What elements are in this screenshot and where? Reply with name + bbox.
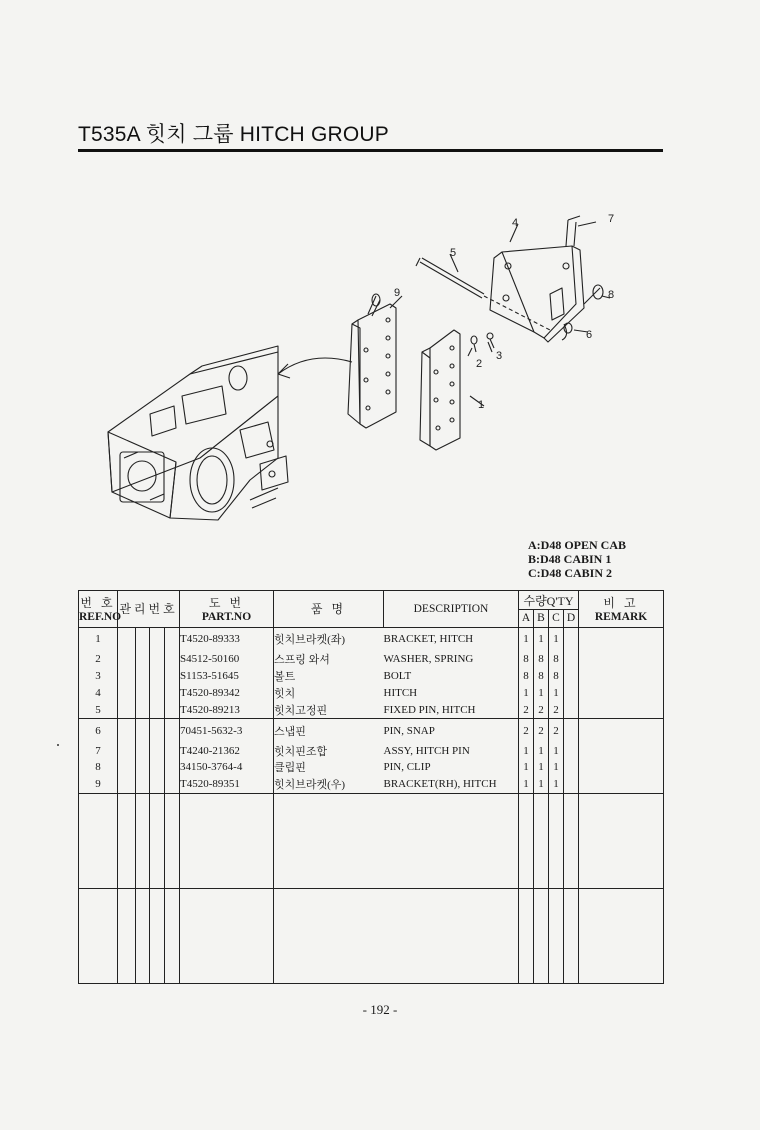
mgmt-cell bbox=[150, 651, 165, 668]
description-cell: BOLT bbox=[384, 668, 519, 685]
description-cell: WASHER, SPRING bbox=[384, 651, 519, 668]
qty-a-cell: 8 bbox=[519, 651, 534, 668]
callout-4: 4 bbox=[512, 217, 519, 229]
legend-c: C:D48 CABIN 2 bbox=[528, 566, 612, 580]
header-name-ko: 품 명 bbox=[274, 591, 384, 628]
qty-b-cell: 8 bbox=[534, 651, 549, 668]
remark-cell bbox=[579, 627, 664, 650]
part-no-cell: T4240-21362 bbox=[180, 742, 274, 759]
qty-d-cell bbox=[564, 742, 579, 759]
remark-cell bbox=[579, 701, 664, 718]
header-description: DESCRIPTION bbox=[384, 591, 519, 628]
part-no-cell: 34150-3764-4 bbox=[180, 759, 274, 776]
ref-cell: 2 bbox=[79, 651, 118, 668]
mgmt-cell bbox=[118, 668, 136, 685]
table-row bbox=[79, 776, 664, 793]
qty-c-cell: 1 bbox=[549, 776, 564, 793]
remark-cell bbox=[579, 668, 664, 685]
table-row bbox=[79, 627, 664, 650]
part-no-cell: T4520-89342 bbox=[180, 684, 274, 701]
qty-d-cell bbox=[564, 776, 579, 793]
qty-d-cell bbox=[564, 759, 579, 776]
callout-5: 5 bbox=[450, 247, 457, 259]
bracket-lh-drawing bbox=[420, 330, 460, 450]
name-ko-cell: 힛치브라켓(좌) bbox=[274, 627, 384, 650]
part-no-cell: S4512-50160 bbox=[180, 651, 274, 668]
remark-cell bbox=[579, 684, 664, 701]
mgmt-cell bbox=[165, 701, 180, 718]
mgmt-cell bbox=[150, 668, 165, 685]
description-cell: BRACKET(RH), HITCH bbox=[384, 776, 519, 793]
table-row bbox=[79, 701, 664, 718]
qty-d-cell bbox=[564, 627, 579, 650]
qty-d-cell bbox=[564, 651, 579, 668]
remark-cell bbox=[579, 759, 664, 776]
mgmt-cell bbox=[150, 742, 165, 759]
mgmt-cell bbox=[150, 776, 165, 793]
ref-cell: 1 bbox=[79, 627, 118, 650]
table-row bbox=[79, 668, 664, 685]
mgmt-cell bbox=[136, 776, 150, 793]
mgmt-cell bbox=[118, 627, 136, 650]
header-mgmt-no: 관리번호 bbox=[118, 591, 180, 628]
mgmt-cell bbox=[150, 719, 165, 742]
qty-c-cell: 8 bbox=[549, 668, 564, 685]
assembly-arrow bbox=[278, 358, 352, 374]
mgmt-cell bbox=[165, 719, 180, 742]
mgmt-cell bbox=[165, 627, 180, 650]
qty-b-cell: 1 bbox=[534, 759, 549, 776]
ref-cell: 3 bbox=[79, 668, 118, 685]
title-underline bbox=[78, 149, 663, 152]
blank-row bbox=[79, 888, 664, 983]
name-ko-cell: 힛치핀조합 bbox=[274, 742, 384, 759]
description-cell: HITCH bbox=[384, 684, 519, 701]
mgmt-cell bbox=[136, 759, 150, 776]
table-row bbox=[79, 651, 664, 668]
qty-c-cell: 8 bbox=[549, 651, 564, 668]
scan-speck bbox=[57, 744, 59, 746]
callout-7: 7 bbox=[608, 213, 615, 225]
mgmt-cell bbox=[136, 742, 150, 759]
qty-d-cell bbox=[564, 684, 579, 701]
qty-c-cell: 2 bbox=[549, 719, 564, 742]
qty-a-cell: 1 bbox=[519, 684, 534, 701]
clip-pin-drawing bbox=[584, 285, 603, 304]
part-no-cell: T4520-89333 bbox=[180, 627, 274, 650]
header-qty-a: A bbox=[519, 610, 534, 628]
description-cell: ASSY, HITCH PIN bbox=[384, 742, 519, 759]
mgmt-cell bbox=[118, 719, 136, 742]
mgmt-cell bbox=[165, 759, 180, 776]
name-ko-cell: 볼트 bbox=[274, 668, 384, 685]
ref-cell: 4 bbox=[79, 684, 118, 701]
qty-b-cell: 1 bbox=[534, 627, 549, 650]
ref-cell: 5 bbox=[79, 701, 118, 718]
callout-2: 2 bbox=[476, 358, 483, 370]
mgmt-cell bbox=[165, 651, 180, 668]
qty-a-cell: 1 bbox=[519, 627, 534, 650]
qty-b-cell: 2 bbox=[534, 719, 549, 742]
qty-b-cell: 1 bbox=[534, 684, 549, 701]
header-qty-c: C bbox=[549, 610, 564, 628]
mgmt-cell bbox=[165, 684, 180, 701]
mgmt-cell bbox=[118, 776, 136, 793]
mgmt-cell bbox=[165, 776, 180, 793]
header-qty: 수량Q'TY bbox=[519, 591, 579, 610]
callout-3: 3 bbox=[496, 350, 503, 362]
parts-table bbox=[78, 590, 664, 984]
mgmt-cell bbox=[165, 742, 180, 759]
mgmt-cell bbox=[136, 684, 150, 701]
header-qty-d: D bbox=[564, 610, 579, 628]
name-ko-cell: 힛치고정핀 bbox=[274, 701, 384, 718]
mgmt-cell bbox=[136, 719, 150, 742]
mgmt-cell bbox=[150, 701, 165, 718]
callout-6: 6 bbox=[586, 329, 593, 341]
bracket-rh-drawing bbox=[348, 294, 396, 428]
part-no-cell: S1153-51645 bbox=[180, 668, 274, 685]
qty-a-cell: 1 bbox=[519, 776, 534, 793]
transmission-housing-drawing bbox=[108, 346, 288, 520]
part-no-cell: 70451-5632-3 bbox=[180, 719, 274, 742]
ref-cell: 6 bbox=[79, 719, 118, 742]
qty-b-cell: 8 bbox=[534, 668, 549, 685]
header-remark: 비 고 REMARK bbox=[579, 591, 664, 628]
remark-cell bbox=[579, 776, 664, 793]
callout-8: 8 bbox=[608, 289, 615, 301]
qty-c-cell: 1 bbox=[549, 759, 564, 776]
mgmt-cell bbox=[150, 759, 165, 776]
name-ko-cell: 스프링 와셔 bbox=[274, 651, 384, 668]
part-no-cell: T4520-89213 bbox=[180, 701, 274, 718]
table-row bbox=[79, 742, 664, 759]
qty-c-cell: 1 bbox=[549, 742, 564, 759]
qty-d-cell bbox=[564, 668, 579, 685]
exploded-parts-diagram bbox=[90, 200, 650, 530]
qty-c-cell: 1 bbox=[549, 684, 564, 701]
header-ref: 번 호 REF.NO bbox=[79, 591, 118, 628]
model-legend bbox=[528, 538, 626, 580]
qty-b-cell: 1 bbox=[534, 776, 549, 793]
qty-a-cell: 1 bbox=[519, 759, 534, 776]
legend-b: B:D48 CABIN 1 bbox=[528, 552, 612, 566]
qty-a-cell: 1 bbox=[519, 742, 534, 759]
remark-cell bbox=[579, 742, 664, 759]
mgmt-cell bbox=[150, 627, 165, 650]
qty-b-cell: 1 bbox=[534, 742, 549, 759]
description-cell: FIXED PIN, HITCH bbox=[384, 701, 519, 718]
page-title: T535A 힛치 그룹 HITCH GROUP bbox=[78, 123, 389, 146]
blank-row bbox=[79, 793, 664, 888]
header-part-no: 도 번 PART.NO bbox=[180, 591, 274, 628]
table-row bbox=[79, 759, 664, 776]
mgmt-cell bbox=[136, 668, 150, 685]
description-cell: PIN, SNAP bbox=[384, 719, 519, 742]
qty-a-cell: 2 bbox=[519, 701, 534, 718]
header-qty-b: B bbox=[534, 610, 549, 628]
description-cell: PIN, CLIP bbox=[384, 759, 519, 776]
callout-1: 1 bbox=[478, 399, 485, 411]
mgmt-cell bbox=[136, 651, 150, 668]
qty-d-cell bbox=[564, 719, 579, 742]
mgmt-cell bbox=[118, 742, 136, 759]
callout-9: 9 bbox=[394, 287, 401, 299]
part-no-cell: T4520-89351 bbox=[180, 776, 274, 793]
qty-b-cell: 2 bbox=[534, 701, 549, 718]
ref-cell: 9 bbox=[79, 776, 118, 793]
qty-c-cell: 2 bbox=[549, 701, 564, 718]
ref-cell: 7 bbox=[79, 742, 118, 759]
legend-a: A:D48 OPEN CAB bbox=[528, 538, 626, 552]
table-row bbox=[79, 684, 664, 701]
mgmt-cell bbox=[136, 701, 150, 718]
qty-c-cell: 1 bbox=[549, 627, 564, 650]
page-number: - 192 - bbox=[362, 1002, 398, 1017]
fixed-pin-drawing bbox=[420, 258, 484, 298]
qty-a-cell: 8 bbox=[519, 668, 534, 685]
mgmt-cell bbox=[118, 651, 136, 668]
mgmt-cell bbox=[118, 759, 136, 776]
name-ko-cell: 스냅핀 bbox=[274, 719, 384, 742]
mgmt-cell bbox=[118, 684, 136, 701]
name-ko-cell: 힛치브라켓(우) bbox=[274, 776, 384, 793]
mgmt-cell bbox=[136, 627, 150, 650]
description-cell: BRACKET, HITCH bbox=[384, 627, 519, 650]
qty-d-cell bbox=[564, 701, 579, 718]
remark-cell bbox=[579, 651, 664, 668]
table-row bbox=[79, 719, 664, 742]
mgmt-cell bbox=[150, 684, 165, 701]
snap-pin-drawing bbox=[562, 323, 572, 340]
mgmt-cell bbox=[118, 701, 136, 718]
remark-cell bbox=[579, 719, 664, 742]
ref-cell: 8 bbox=[79, 759, 118, 776]
mgmt-cell bbox=[165, 668, 180, 685]
name-ko-cell: 힛치 bbox=[274, 684, 384, 701]
name-ko-cell: 클립핀 bbox=[274, 759, 384, 776]
qty-a-cell: 2 bbox=[519, 719, 534, 742]
